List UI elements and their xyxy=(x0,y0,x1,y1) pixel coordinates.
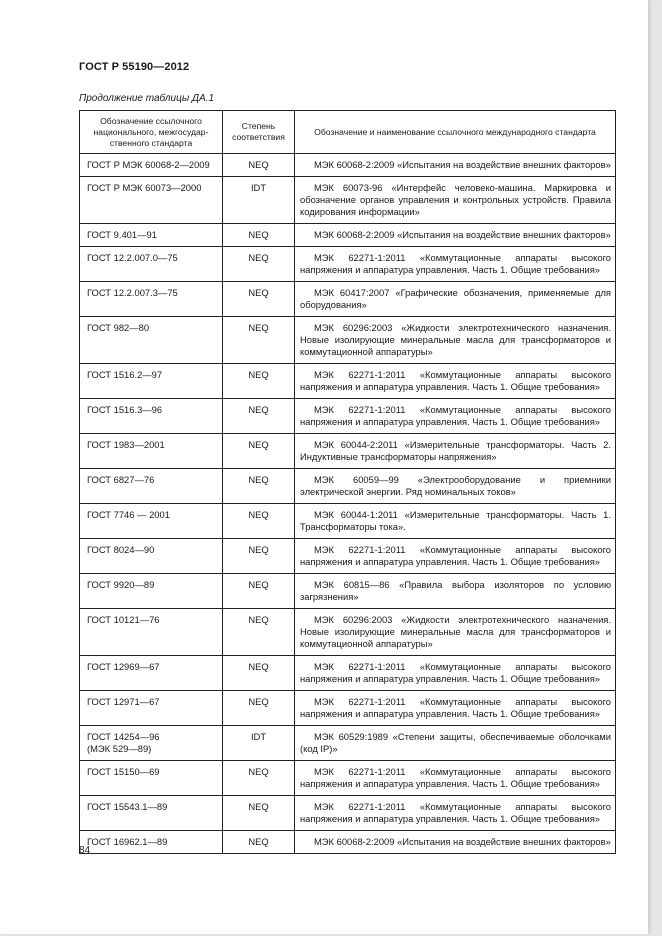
international-standard-cell: МЭК 62271-1:2011 «Коммутационные аппараты высокого напряжения и аппаратура управления. Часть 1. Общие требования» xyxy=(295,364,616,399)
column-header-national: Обозначение ссылочного национального, межгосудар-ственного стандарта xyxy=(80,111,223,154)
column-header-degree: Степень соответствия xyxy=(223,111,295,154)
table-row xyxy=(80,761,616,796)
table-row xyxy=(80,434,616,469)
compliance-degree-cell: NEQ xyxy=(223,656,295,691)
table-caption: Продолжение таблицы ДА.1 xyxy=(79,93,215,104)
compliance-degree-cell: NEQ xyxy=(223,224,295,247)
national-standard-cell: ГОСТ 1983—2001 xyxy=(80,434,223,469)
compliance-degree-cell: NEQ xyxy=(223,574,295,609)
compliance-degree-cell: NEQ xyxy=(223,282,295,317)
national-standard-cell: ГОСТ 8024—90 xyxy=(80,539,223,574)
table-header-row xyxy=(80,111,616,154)
national-standard-line: ГОСТ 14254—96 xyxy=(87,731,160,742)
table-row xyxy=(80,154,616,177)
compliance-degree-cell: NEQ xyxy=(223,831,295,854)
national-standard-cell: ГОСТ 15543.1—89 xyxy=(80,796,223,831)
table-row xyxy=(80,364,616,399)
table-row xyxy=(80,317,616,364)
compliance-degree-cell: NEQ xyxy=(223,609,295,656)
international-standard-cell: МЭК 60068-2:2009 «Испытания на воздействие внешних факторов» xyxy=(295,831,616,854)
table-row xyxy=(80,831,616,854)
compliance-degree-cell: NEQ xyxy=(223,317,295,364)
international-standard-cell: МЭК 60068-2:2009 «Испытания на воздействие внешних факторов» xyxy=(295,224,616,247)
international-standard-cell: МЭК 60296:2003 «Жидкости электротехнического назначения. Новые изолирующие минеральные масла для трансформаторов и коммутационной аппаратуры» xyxy=(295,609,616,656)
international-standard-cell: МЭК 62271-1:2011 «Коммутационные аппараты высокого напряжения и аппаратура управления. Часть 1. Общие требования» xyxy=(295,247,616,282)
table-row xyxy=(80,726,616,761)
international-standard-cell: МЭК 62271-1:2011 «Коммутационные аппараты высокого напряжения и аппаратура управления. Часть 1. Общие требования» xyxy=(295,761,616,796)
national-standard-cell: ГОСТ 9920—89 xyxy=(80,574,223,609)
international-standard-cell: МЭК 60073-96 «Интерфейс человеко-машина. Маркировка и обозначение органов управления и контрольных устройств. Правила кодирования информации» xyxy=(295,177,616,224)
table-row xyxy=(80,399,616,434)
compliance-degree-cell: NEQ xyxy=(223,154,295,177)
compliance-degree-cell: IDT xyxy=(223,177,295,224)
international-standard-cell: МЭК 60044-2:2011 «Измерительные трансформаторы. Часть 2. Индуктивные трансформаторы напряжения» xyxy=(295,434,616,469)
national-standard-cell: ГОСТ 9.401—91 xyxy=(80,224,223,247)
compliance-degree-cell: NEQ xyxy=(223,247,295,282)
column-header-international: Обозначение и наименование ссылочного международного стандарта xyxy=(295,111,616,154)
international-standard-cell: МЭК 60529:1989 «Степени защиты, обеспечиваемые оболочками (код IP)» xyxy=(295,726,616,761)
standards-table xyxy=(79,110,616,854)
international-standard-cell: МЭК 60417:2007 «Графические обозначения, применяемые для оборудования» xyxy=(295,282,616,317)
national-standard-cell: ГОСТ 16962.1—89 xyxy=(80,831,223,854)
international-standard-cell: МЭК 60068-2:2009 «Испытания на воздействие внешних факторов» xyxy=(295,154,616,177)
national-standard-cell: ГОСТ 1516.3—96 xyxy=(80,399,223,434)
compliance-degree-cell: NEQ xyxy=(223,399,295,434)
national-standard-cell: ГОСТ 12.2.007.3—75 xyxy=(80,282,223,317)
national-standard-equivalent: (МЭК 529—89) xyxy=(87,743,152,754)
table-row xyxy=(80,504,616,539)
national-standard-cell: ГОСТ Р МЭК 60073—2000 xyxy=(80,177,223,224)
international-standard-cell: МЭК 60059—99 «Электрооборудование и приемники электрической энергии. Ряд номинальных токов» xyxy=(295,469,616,504)
international-standard-cell: МЭК 62271-1:2011 «Коммутационные аппараты высокого напряжения и аппаратура управления. Часть 1. Общие требования» xyxy=(295,539,616,574)
table-row xyxy=(80,796,616,831)
table-row xyxy=(80,177,616,224)
national-standard-cell: ГОСТ 1516.2—97 xyxy=(80,364,223,399)
table-row xyxy=(80,282,616,317)
compliance-degree-cell: NEQ xyxy=(223,469,295,504)
national-standard-cell: ГОСТ Р МЭК 60068-2—2009 xyxy=(80,154,223,177)
compliance-degree-cell: NEQ xyxy=(223,539,295,574)
page-number: 84 xyxy=(79,845,91,856)
national-standard-cell: ГОСТ 6827—76 xyxy=(80,469,223,504)
table-row xyxy=(80,609,616,656)
international-standard-cell: МЭК 62271-1:2011 «Коммутационные аппараты высокого напряжения и аппаратура управления. Часть 1. Общие требования» xyxy=(295,691,616,726)
table-row xyxy=(80,247,616,282)
compliance-degree-cell: NEQ xyxy=(223,691,295,726)
international-standard-cell: МЭК 60044-1:2011 «Измерительные трансформаторы. Часть 1. Трансформаторы тока». xyxy=(295,504,616,539)
compliance-degree-cell: NEQ xyxy=(223,761,295,796)
table-row xyxy=(80,224,616,247)
table-row xyxy=(80,691,616,726)
international-standard-cell: МЭК 62271-1:2011 «Коммутационные аппараты высокого напряжения и аппаратура управления. Часть 1. Общие требования» xyxy=(295,656,616,691)
table-row xyxy=(80,469,616,504)
national-standard-cell: ГОСТ 12.2.007.0—75 xyxy=(80,247,223,282)
table-row xyxy=(80,574,616,609)
national-standard-cell: ГОСТ 12969—67 xyxy=(80,656,223,691)
compliance-degree-cell: NEQ xyxy=(223,434,295,469)
international-standard-cell: МЭК 62271-1:2011 «Коммутационные аппараты высокого напряжения и аппаратура управления. Часть 1. Общие требования» xyxy=(295,399,616,434)
compliance-degree-cell: NEQ xyxy=(223,504,295,539)
international-standard-cell: МЭК 60296:2003 «Жидкости электротехнического назначения. Новые изолирующие минеральные масла для трансформаторов и коммутационной аппаратуры» xyxy=(295,317,616,364)
international-standard-cell: МЭК 60815—86 «Правила выбора изоляторов по условию загрязнения» xyxy=(295,574,616,609)
table-row xyxy=(80,656,616,691)
compliance-degree-cell: NEQ xyxy=(223,796,295,831)
document-header: ГОСТ Р 55190—2012 xyxy=(79,61,190,73)
compliance-degree-cell: NEQ xyxy=(223,364,295,399)
national-standard-cell xyxy=(80,726,223,761)
international-standard-cell: МЭК 62271-1:2011 «Коммутационные аппараты высокого напряжения и аппаратура управления. Часть 1. Общие требования» xyxy=(295,796,616,831)
table-row xyxy=(80,539,616,574)
national-standard-cell: ГОСТ 15150—69 xyxy=(80,761,223,796)
national-standard-cell: ГОСТ 10121—76 xyxy=(80,609,223,656)
compliance-degree-cell: IDT xyxy=(223,726,295,761)
national-standard-cell: ГОСТ 12971—67 xyxy=(80,691,223,726)
national-standard-cell: ГОСТ 982—80 xyxy=(80,317,223,364)
national-standard-cell: ГОСТ 7746 — 2001 xyxy=(80,504,223,539)
